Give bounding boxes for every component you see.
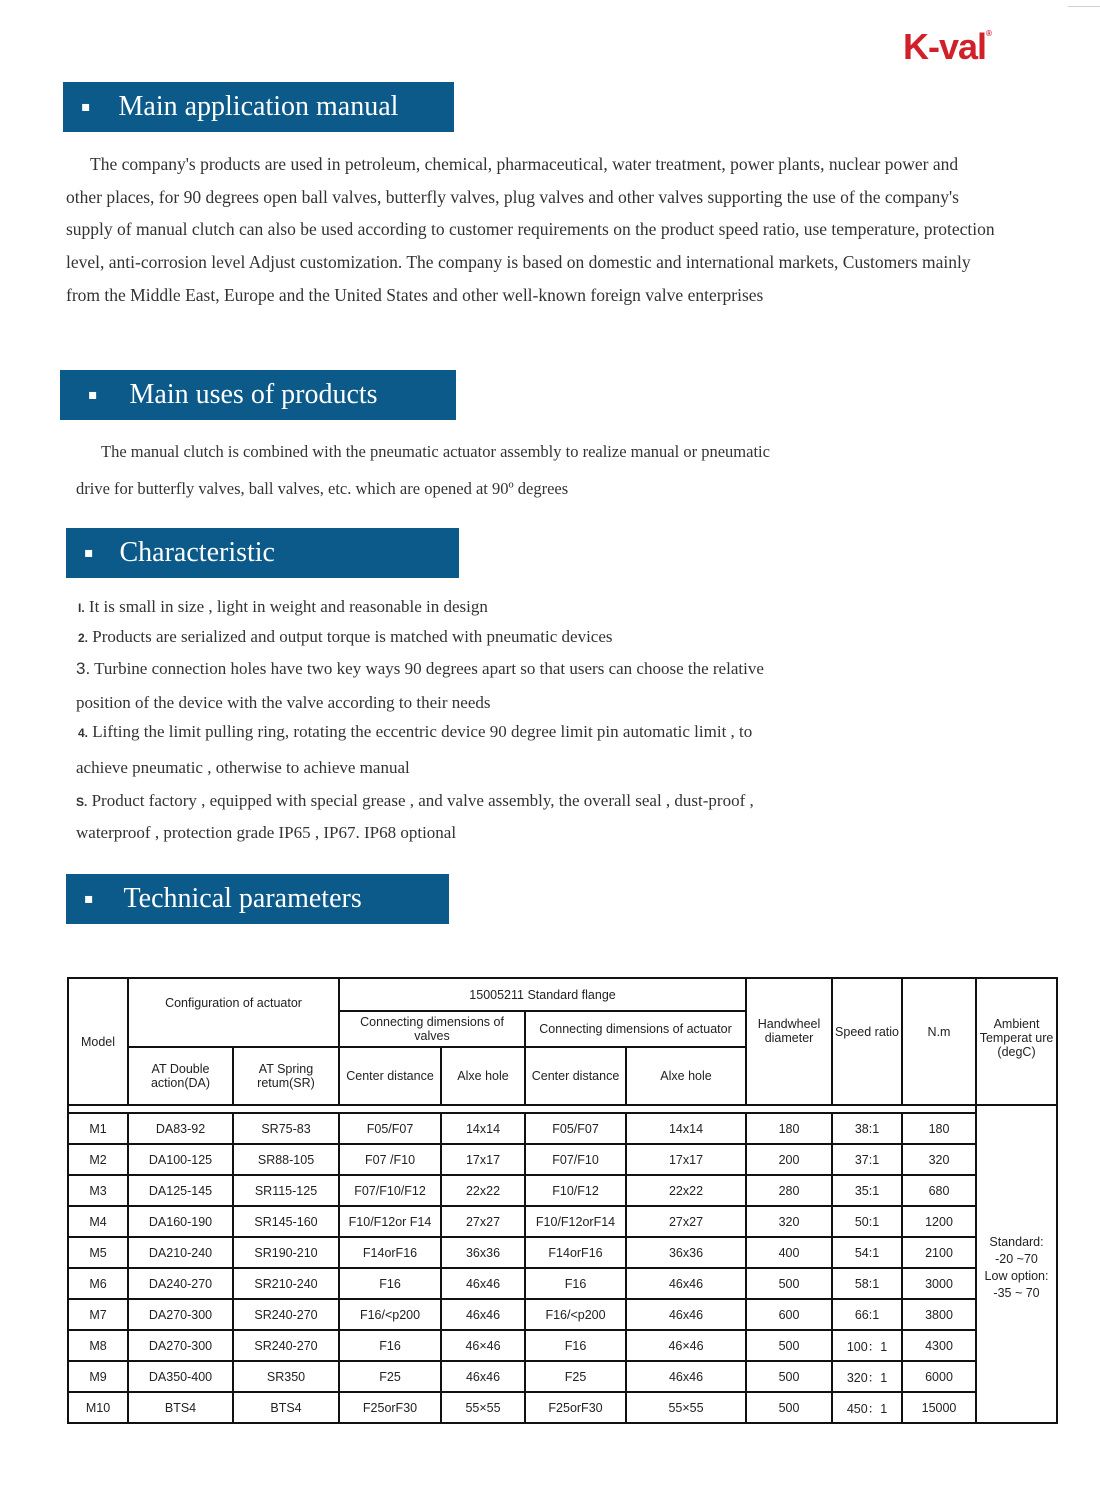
characteristic-item: I. It is small in size , light in weight and reasonable in design bbox=[78, 597, 488, 616]
header-axle-hole: Alxe hole bbox=[441, 1047, 525, 1105]
section-header-characteristic bbox=[66, 528, 459, 578]
uses-text-line1: The manual clutch is combined with the pneumatic actuator assembly to realize manual or pneumatic bbox=[101, 442, 770, 461]
header-model: Model bbox=[68, 978, 128, 1105]
header-at-spring: AT Spring retum(SR) bbox=[233, 1047, 339, 1105]
corner-mark bbox=[1068, 0, 1100, 7]
section-header-application bbox=[63, 82, 454, 132]
section-title: Technical parameters bbox=[123, 883, 362, 914]
brand-logo: K-val® bbox=[903, 26, 991, 67]
table-row: M10 BTS4 BTS4 F25orF30 55×55 F25orF30 55×55 500 450：1 15000 bbox=[68, 1392, 1057, 1423]
characteristic-item: 4. Lifting the limit pulling ring, rotating the eccentric device 90 degree limit pin automatic limit , to bbox=[78, 722, 753, 741]
section-title: Main uses of products bbox=[129, 379, 378, 410]
uses-text-line2: drive for butterfly valves, ball valves, etc. which are opened at 90º degrees bbox=[76, 479, 569, 498]
header-config: Configuration of actuator bbox=[128, 978, 339, 1047]
table-row: M2 DA100-125 SR88-105 F07 /F10 17x17 F07/F10 17x17 200 37:1 320 bbox=[68, 1144, 1057, 1175]
header-at-double: AT Double action(DA) bbox=[128, 1047, 233, 1105]
table-row: M4 DA160-190 SR145-160 F10/F12or F14 27x27 F10/F12orF14 27x27 320 50:1 1200 bbox=[68, 1206, 1057, 1237]
section-header-uses bbox=[60, 370, 456, 420]
bullet-icon: ▪ bbox=[81, 99, 91, 115]
application-text: The company's products are used in petroleum, chemical, pharmaceutical, water treatment, power plants, nuclear power and other places, for 90 degrees open ball valves, butterfly valves, plug valves and other valves supporting the use of the company's supply of manual clutch can also be used according to customer requirements on the product speed ratio, use temperature, protection level, anti-corrosion level Adjust customization. The company is based on domestic and international markets, Customers mainly from the Middle East, Europe and the United States and other well-known foreign valve enterprises bbox=[66, 154, 995, 305]
characteristic-item: S. Product factory , equipped with special grease , and valve assembly, the overall seal , dust-proof , bbox=[76, 791, 754, 810]
table-row: M3 DA125-145 SR115-125 F07/F10/F12 22x22 F10/F12 22x22 280 35:1 680 bbox=[68, 1175, 1057, 1206]
bullet-icon: ▪ bbox=[84, 891, 94, 907]
header-nm: N.m bbox=[902, 978, 976, 1105]
bullet-icon: ▪ bbox=[84, 545, 94, 561]
header-ambient: Ambient Temperat ure (degC) bbox=[976, 978, 1057, 1105]
header-speed: Speed ratio bbox=[832, 978, 902, 1105]
characteristic-item: 2. Products are serialized and output torque is matched with pneumatic devices bbox=[78, 627, 613, 646]
header-conn-valves: Connecting dimensions of valves bbox=[339, 1011, 525, 1047]
header-center-distance: Center distance bbox=[339, 1047, 441, 1105]
table-row: M5 DA210-240 SR190-210 F14orF16 36x36 F14orF16 36x36 400 54:1 2100 bbox=[68, 1237, 1057, 1268]
section-header-technical bbox=[66, 874, 449, 924]
table-row: M1 DA83-92 SR75-83 F05/F07 14x14 F05/F07 14x14 180 38:1 180 Standard: -20 ~70 Low option: -35 ~ 70 bbox=[68, 1113, 1057, 1144]
table-row: M7 DA270-300 SR240-270 F16/<p200 46x46 F16/<p200 46x46 600 66:1 3800 bbox=[68, 1299, 1057, 1330]
header-center-distance: Center distance bbox=[525, 1047, 626, 1105]
section-title: Characteristic bbox=[119, 537, 275, 568]
characteristic-item-continued: position of the device with the valve according to their needs bbox=[76, 693, 491, 712]
header-conn-actuator: Connecting dimensions of actuator bbox=[525, 1011, 746, 1047]
section-title: Main application manual bbox=[118, 91, 399, 122]
characteristic-item: 3. Turbine connection holes have two key ways 90 degrees apart so that users can choose the relative bbox=[76, 659, 764, 678]
header-axle-hole: Alxe hole bbox=[626, 1047, 746, 1105]
characteristic-item-continued: waterproof , protection grade IP65 , IP67. IP68 optional bbox=[76, 823, 457, 842]
header-flange: 15005211 Standard flange bbox=[339, 978, 746, 1011]
bullet-icon: ▪ bbox=[88, 387, 98, 403]
table-row: M9 DA350-400 SR350 F25 46x46 F25 46x46 500 320：1 6000 bbox=[68, 1361, 1057, 1392]
ambient-temperature-cell: Standard: -20 ~70 Low option: -35 ~ 70 bbox=[976, 1113, 1057, 1423]
technical-parameters-table bbox=[67, 977, 1058, 1424]
characteristic-item-continued: achieve pneumatic , otherwise to achieve manual bbox=[76, 758, 410, 777]
table-row: M8 DA270-300 SR240-270 F16 46×46 F16 46×46 500 100：1 4300 bbox=[68, 1330, 1057, 1361]
header-handwheel: Handwheel diameter bbox=[746, 978, 832, 1105]
table-row: M6 DA240-270 SR210-240 F16 46x46 F16 46x46 500 58:1 3000 bbox=[68, 1268, 1057, 1299]
